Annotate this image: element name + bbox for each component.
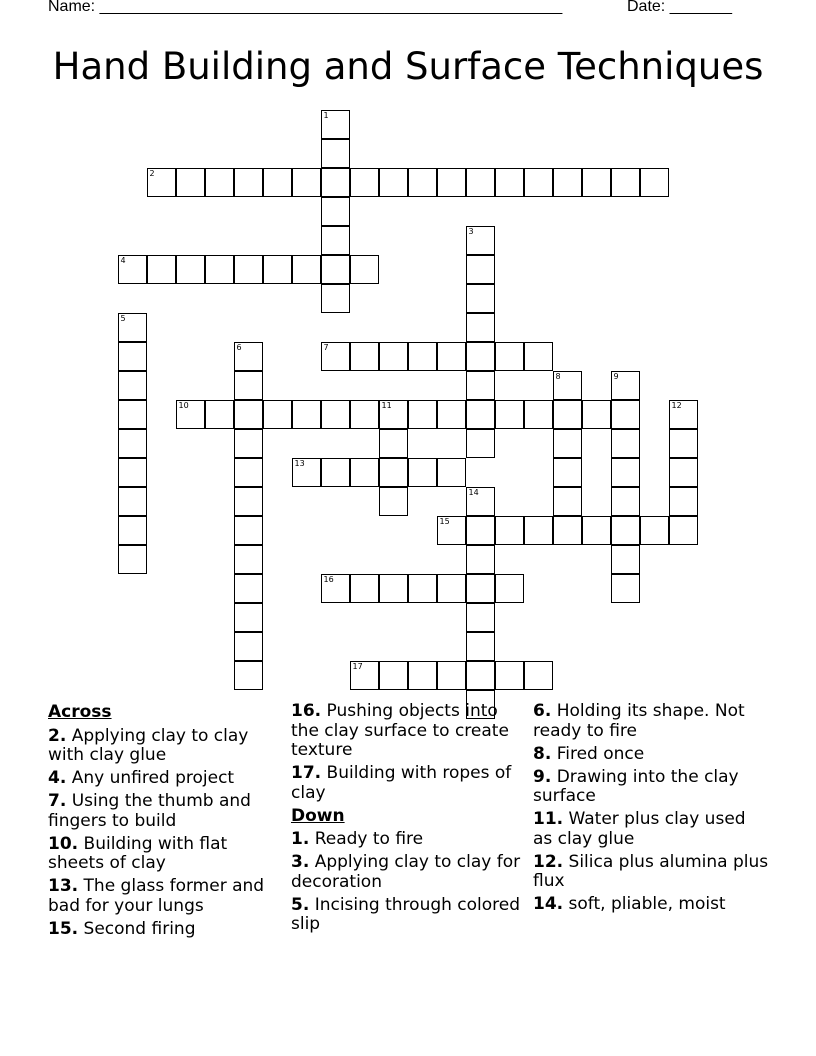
grid-cell[interactable] [176,168,205,197]
grid-cell[interactable] [669,429,698,458]
clues-column-1 [48,702,284,943]
clue-number: 3 [468,226,474,236]
grid-cell[interactable] [524,342,553,371]
grid-cell[interactable] [263,400,292,429]
grid-cell[interactable] [379,487,408,516]
grid-cell[interactable] [321,197,350,226]
grid-cell[interactable] [234,661,263,690]
across-clue-list [48,727,284,940]
grid-cell[interactable] [437,458,466,487]
grid-cell[interactable] [118,342,147,371]
clue-item-text: Silica plus alumina plus flux [533,851,769,892]
grid-cell[interactable] [524,400,553,429]
grid-cell[interactable] [466,632,495,661]
grid-cell[interactable] [611,168,640,197]
down-clue-list [291,830,527,935]
grid-cell[interactable] [118,371,147,400]
grid-cell[interactable] [234,371,263,400]
grid-cell[interactable] [495,516,524,545]
clue-item-text: Incising through colored slip [291,894,521,935]
clue-item-text: Second firing [78,918,196,939]
grid-cell[interactable] [611,458,640,487]
puzzle-title: Hand Building and Surface Techniques [52,45,764,88]
grid-cell[interactable] [553,429,582,458]
grid-cell[interactable] [234,545,263,574]
grid-cell[interactable] [611,545,640,574]
name-field-label: Name: ____________________________________________________ [48,0,563,15]
grid-cell[interactable] [118,429,147,458]
grid-cell[interactable] [379,429,408,458]
clue-item [48,792,284,831]
grid-cell[interactable] [553,400,582,429]
clue-item [291,896,527,935]
clue-number: 12 [671,400,682,410]
grid-cell[interactable] [321,400,350,429]
grid-cell[interactable] [437,661,466,690]
down-clue-list-continued [533,702,769,915]
grid-cell[interactable] [350,661,379,690]
grid-cell[interactable] [234,255,263,284]
grid-cell[interactable] [553,487,582,516]
grid-cell[interactable] [350,574,379,603]
clue-item-number: 6. [533,701,552,721]
clue-item [533,810,769,849]
grid-cell[interactable] [669,487,698,516]
grid-cell[interactable] [350,458,379,487]
clue-item-number: 11. [533,809,564,830]
grid-cell[interactable] [176,255,205,284]
clue-item-number: 2. [48,725,67,746]
clue-item [48,769,284,789]
grid-cell[interactable] [205,255,234,284]
grid-cell[interactable] [321,342,350,371]
clue-item-number: 13. [48,876,79,897]
grid-cell[interactable] [234,603,263,632]
clue-item-text: Ready to fire [309,829,424,850]
grid-cell[interactable] [640,168,669,197]
clue-item [533,702,769,741]
grid-cell[interactable] [292,255,321,284]
clue-item-number: 1. [291,829,310,850]
grid-cell[interactable] [379,400,408,429]
grid-cell[interactable] [118,516,147,545]
grid-cell[interactable] [379,168,408,197]
grid-cell[interactable] [524,516,553,545]
grid-cell[interactable] [611,487,640,516]
grid-cell[interactable] [350,168,379,197]
grid-cell[interactable] [466,516,495,545]
clue-item [291,764,527,803]
clue-item-text: Pushing objects into the clay surface to create texture [291,701,509,760]
grid-cell[interactable] [408,574,437,603]
grid-cell[interactable] [147,255,176,284]
grid-cell[interactable] [321,139,350,168]
grid-cell[interactable] [524,661,553,690]
grid-cell[interactable] [205,168,234,197]
grid-cell[interactable] [466,487,495,516]
grid-cell[interactable] [321,284,350,313]
grid-cell[interactable] [234,400,263,429]
clue-item [48,877,284,916]
clue-item [291,853,527,892]
clue-number: 7 [323,342,329,352]
grid-cell[interactable] [234,487,263,516]
clue-item-text: Fired once [551,743,645,764]
clue-item-text: soft, pliable, moist [563,894,726,915]
grid-cell[interactable] [292,400,321,429]
clues-column-3 [533,702,769,919]
grid-cell[interactable] [466,574,495,603]
clue-item-text: Applying clay to clay with clay glue [48,725,249,765]
grid-cell[interactable] [437,574,466,603]
clues-column-2 [291,702,527,938]
clue-item [291,702,527,761]
grid-cell[interactable] [553,168,582,197]
grid-cell[interactable] [292,458,321,487]
clue-item-text: Holding its shape. Not ready to fire [533,701,745,741]
clue-item [48,920,284,940]
grid-cell[interactable] [408,458,437,487]
grid-cell[interactable] [466,255,495,284]
grid-cell[interactable] [437,400,466,429]
grid-cell[interactable] [350,342,379,371]
clue-item-number: 4. [48,768,67,789]
clue-item-number: 17. [291,763,322,784]
grid-cell[interactable] [466,545,495,574]
clue-item-text: Building with flat sheets of clay [48,833,228,874]
grid-cell[interactable] [350,255,379,284]
grid-cell[interactable] [292,168,321,197]
grid-cell[interactable] [640,516,669,545]
clue-number: 15 [439,516,450,526]
grid-cell[interactable] [495,661,524,690]
grid-cell[interactable] [118,400,147,429]
grid-cell[interactable] [350,400,379,429]
grid-cell[interactable] [408,661,437,690]
clue-item [48,835,284,874]
grid-cell[interactable] [582,516,611,545]
grid-cell[interactable] [553,516,582,545]
grid-cell[interactable] [321,255,350,284]
grid-cell[interactable] [205,400,234,429]
grid-cell[interactable] [495,574,524,603]
grid-cell[interactable] [408,400,437,429]
grid-cell[interactable] [118,487,147,516]
grid-cell[interactable] [466,313,495,342]
grid-cell[interactable] [437,516,466,545]
grid-cell[interactable] [408,168,437,197]
grid-cell[interactable] [379,458,408,487]
grid-cell[interactable] [466,226,495,255]
grid-cell[interactable] [118,255,147,284]
clue-item-text: Applying clay to clay for decoration [291,852,521,892]
clue-number: 2 [149,168,155,178]
grid-cell[interactable] [408,342,437,371]
clue-number: 14 [468,487,479,497]
grid-cell[interactable] [611,400,640,429]
grid-cell[interactable] [611,429,640,458]
grid-cell[interactable] [466,603,495,632]
grid-cell[interactable] [118,458,147,487]
grid-cell[interactable] [147,168,176,197]
grid-cell[interactable] [466,400,495,429]
grid-cell[interactable] [263,255,292,284]
grid-cell[interactable] [263,168,292,197]
grid-cell[interactable] [118,313,147,342]
grid-cell[interactable] [234,168,263,197]
clue-number: 11 [381,400,392,410]
clue-item-number: 12. [533,851,564,872]
grid-cell[interactable] [118,545,147,574]
clue-item-text: Building with ropes of clay [291,763,512,803]
clue-number: 17 [352,661,363,671]
grid-cell[interactable] [669,458,698,487]
grid-cell[interactable] [466,284,495,313]
grid-cell[interactable] [379,661,408,690]
date-field-label: Date: _______ [627,0,732,15]
clue-item [533,745,769,765]
clue-item-number: 8. [533,743,552,764]
grid-cell[interactable] [466,168,495,197]
grid-cell[interactable] [466,342,495,371]
grid-cell[interactable] [611,516,640,545]
clue-item-number: 5. [291,894,310,915]
clue-number: 9 [613,371,619,381]
grid-cell[interactable] [437,342,466,371]
down-heading: Down [291,805,345,826]
grid-cell[interactable] [234,458,263,487]
grid-cell[interactable] [466,661,495,690]
grid-cell[interactable] [379,342,408,371]
clue-item-number: 15. [48,918,79,939]
grid-cell[interactable] [321,168,350,197]
clue-number: 13 [294,458,305,468]
clue-item [291,830,527,850]
clue-item [48,727,284,766]
clue-item-text: The glass former and bad for your lungs [48,876,265,916]
clue-number: 5 [120,313,126,323]
grid-cell[interactable] [495,168,524,197]
clue-item-text: Water plus clay used as clay glue [533,809,746,849]
grid-cell[interactable] [234,429,263,458]
grid-cell[interactable] [582,168,611,197]
grid-cell[interactable] [234,574,263,603]
clue-item [533,853,769,892]
clue-number: 1 [323,110,329,120]
grid-cell[interactable] [321,226,350,255]
clue-item-number: 14. [533,894,564,915]
clue-item-number: 10. [48,833,79,854]
across-heading: Across [48,702,112,722]
clue-item-number: 3. [291,852,310,873]
clue-number: 4 [120,255,126,265]
grid-cell[interactable] [495,400,524,429]
grid-cell[interactable] [466,371,495,400]
clue-number: 16 [323,574,334,584]
grid-cell[interactable] [524,168,553,197]
grid-cell[interactable] [466,429,495,458]
clue-number: 10 [178,400,189,410]
clue-item-number: 9. [533,766,552,787]
clue-number: 8 [555,371,561,381]
grid-cell[interactable] [321,110,350,139]
grid-cell[interactable] [611,371,640,400]
grid-cell[interactable] [234,632,263,661]
grid-cell[interactable] [379,574,408,603]
clue-item [533,768,769,807]
grid-cell[interactable] [553,371,582,400]
grid-cell[interactable] [553,458,582,487]
grid-cell[interactable] [669,400,698,429]
grid-cell[interactable] [437,168,466,197]
clue-item-text: Using the thumb and fingers to build [48,791,251,831]
grid-cell[interactable] [321,574,350,603]
clue-item-number: 16. [291,701,322,721]
clue-item-text: Any unfired project [66,768,235,789]
grid-cell[interactable] [495,342,524,371]
grid-cell[interactable] [234,342,263,371]
clue-item-text: Drawing into the clay surface [533,766,739,807]
grid-cell[interactable] [669,516,698,545]
clue-item-number: 7. [48,791,67,812]
grid-cell[interactable] [234,516,263,545]
grid-cell[interactable] [611,574,640,603]
clue-number: 6 [236,342,242,352]
across-clue-list-continued [291,702,527,803]
clue-item [533,895,769,915]
grid-cell[interactable] [321,458,350,487]
grid-cell[interactable] [176,400,205,429]
grid-cell[interactable] [582,400,611,429]
